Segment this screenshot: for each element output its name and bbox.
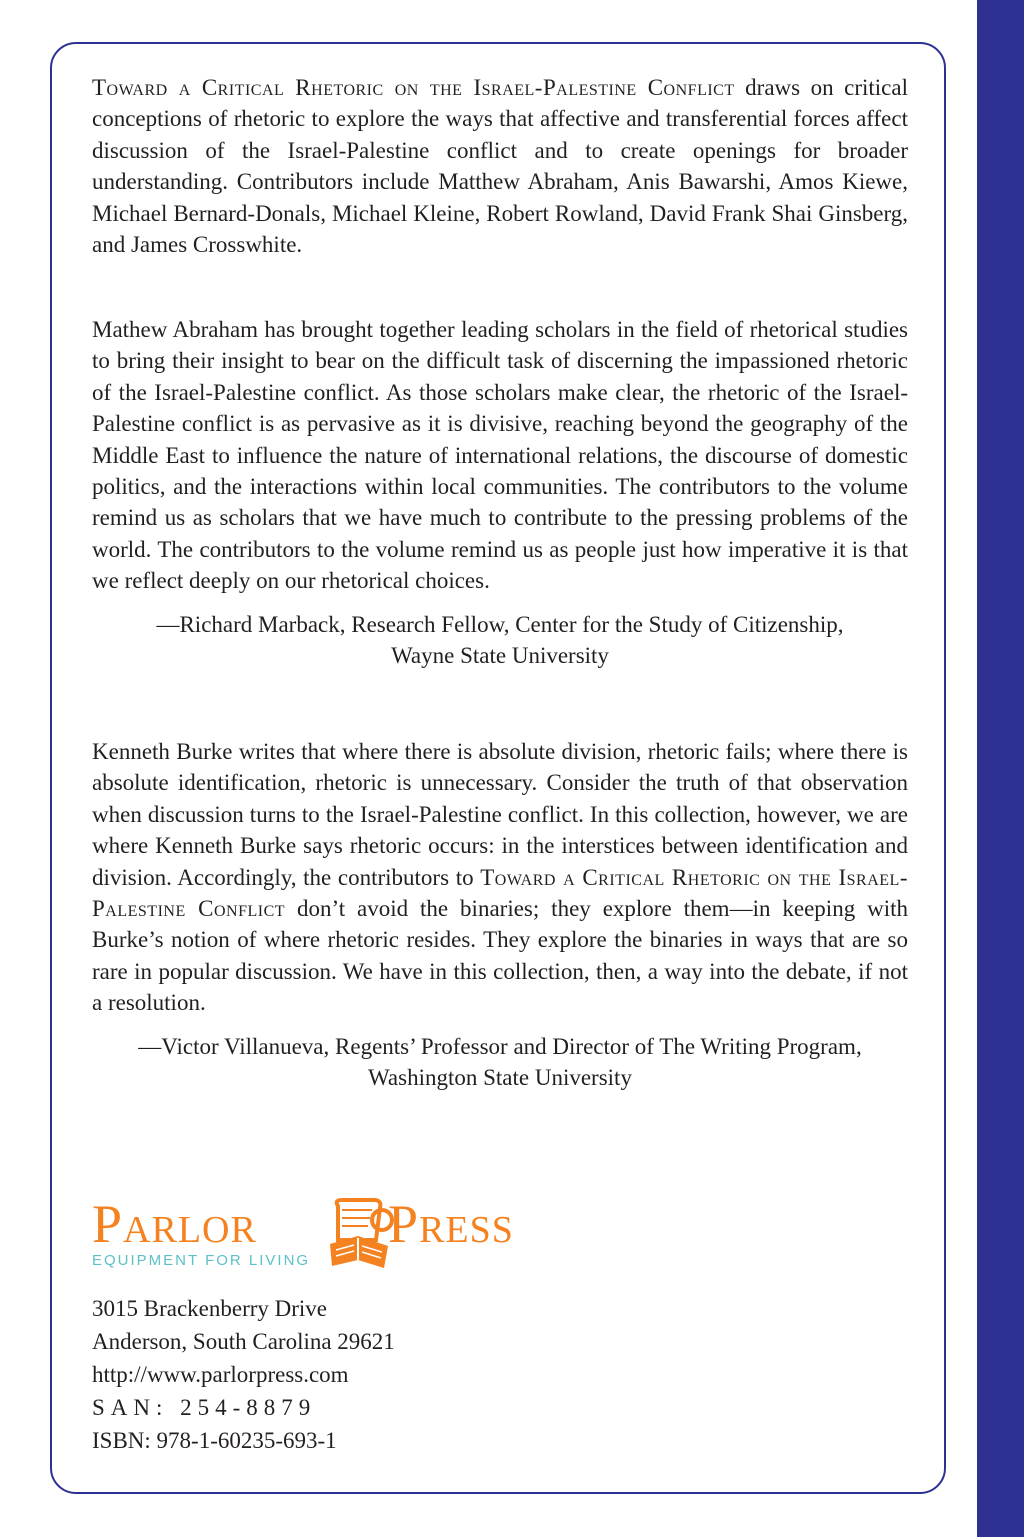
publisher-logo xyxy=(92,1194,552,1274)
blurb-text: Mathew Abraham has brought together leading scholars in the field of rhetorical studies to bring their insight to bear on the difficult task of discerning the impassioned rhetoric of the Israel-Palestine conflict. As those scholars make clear, the rhetoric of the Israel-Palestine conflict is as pervasive as it is divisive, reaching beyond the geography of the Middle East to influence the nature of international relations, the discourse of domestic politics, and the interactions within local communities. The contributors to the volume remind us as scholars that we have much to contribute to the pressing problems of the world. The contributors to the volume remind us as people just how imperative it is that we reflect deeply on our rhetorical choices. xyxy=(92,317,908,594)
address-street: 3015 Brackenberry Drive xyxy=(92,1296,328,1321)
blurb-text-end: don’t avoid the binaries; they explore them—in keeping with Burke’s notion of where rhetoric resides. They explore the binaries in ways that are so rare in popular discussion. We have in this collection, then, a way into the debate, if not a resolution. xyxy=(92,896,908,1016)
blurb-text xyxy=(92,736,908,1019)
attribution-line: Wayne State University xyxy=(391,643,609,669)
isbn-number: ISBN: 978-1-60235-693-1 xyxy=(92,1428,337,1453)
publisher-url[interactable]: http://www.parlorpress.com xyxy=(92,1362,349,1387)
blurb-text-start: Kenneth Burke writes that where there is absolute division, rhetoric fails; where there is absolute identification, rhetoric is unnecessary. Consider the truth of that observation when discussion turns to the Israel-Palestine conflict. In this collection, however, we are where Kenneth Burke says rhetoric occurs: in the interstices between identification and division. Accordingly, the contributors to xyxy=(92,739,908,890)
description-block xyxy=(92,72,908,260)
spine-bar xyxy=(977,0,1024,1537)
blurb-attribution xyxy=(92,1031,908,1094)
logo-word-press: Press xyxy=(388,1194,514,1254)
description-text: draws on critical conceptions of rhetoric to explore the ways that affective and transferential forces affect discussion of the Israel-Palestine conflict and to create openings for broader understanding. Contributors include Matthew Abraham, Anis Bawarshi, Amos Kiewe, Michael Bernard-Donals, Michael Kleine, Robert Rowland, David Frank Shai Ginsberg, and James Crosswhite. xyxy=(92,75,908,258)
san-number: SAN: 254-8879 xyxy=(92,1395,317,1420)
attribution-line: —Richard Marback, Research Fellow, Center for the Study of Citizenship, xyxy=(156,611,844,637)
book-title: Toward a Critical Rhetoric on the Israel-Palestine Conflict xyxy=(92,75,735,100)
logo-tagline: EQUIPMENT FOR LIVING xyxy=(92,1252,311,1269)
attribution-line: —Victor Villanueva, Regents’ Professor and Director of The Writing Program, xyxy=(138,1033,862,1059)
blurb-attribution xyxy=(92,609,908,672)
book-title: Toward a Critical Rhetoric on the Israel-Palestine Conflict xyxy=(92,864,908,922)
publisher-address xyxy=(92,1292,395,1457)
scroll-book-icon xyxy=(324,1196,396,1272)
address-city: Anderson, South Carolina 29621 xyxy=(92,1329,395,1354)
blurb-villanueva xyxy=(92,736,908,1093)
logo-word-parlor: Parlor xyxy=(92,1194,257,1254)
blurb-marback xyxy=(92,314,908,671)
description-paragraph xyxy=(92,72,908,260)
attribution-line: Washington State University xyxy=(368,1065,632,1091)
